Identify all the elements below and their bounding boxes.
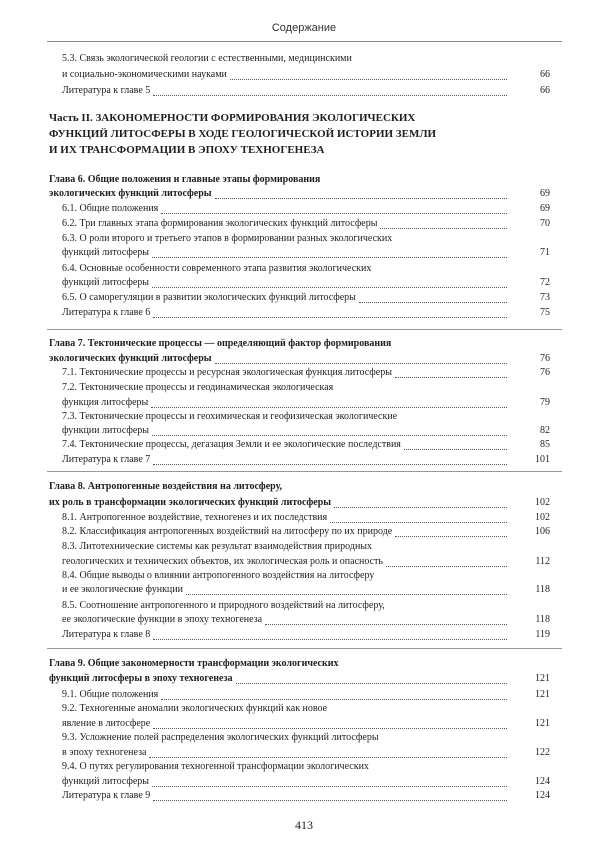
- toc-entry: [0, 352, 608, 366]
- section-title: 7.1. Тектонические процессы и ресурсная экологическая функция литосферы: [62, 367, 392, 378]
- chapter-title: экологических функций литосферы: [49, 353, 212, 364]
- toc-page-number: 66: [540, 85, 550, 96]
- toc-page-number: 85: [540, 439, 550, 450]
- section-title: 6.3. О роли второго и третьего этапов в формировании разных экологических: [62, 233, 393, 244]
- dot-leader: [152, 435, 507, 436]
- toc-page-number: 106: [535, 526, 550, 537]
- toc-page-number: 79: [540, 397, 550, 408]
- section-title: ее экологические функции в эпоху техногенеза: [62, 614, 263, 625]
- chapter-title: Глава 7. Тектонические процессы — определяющий фактор формирования: [49, 338, 392, 349]
- section-title: Литература к главе 6: [62, 307, 151, 318]
- toc-entry: [0, 68, 608, 82]
- section-title: 8.1. Антропогенное воздействие, техногенез и их последствия: [62, 512, 328, 523]
- section-title: 9.1. Общие положения: [62, 689, 159, 700]
- dot-leader: [153, 317, 507, 318]
- toc-page-number: 124: [535, 776, 550, 787]
- toc-entry: [0, 110, 608, 126]
- dot-leader: [386, 566, 507, 567]
- dot-leader: [152, 287, 507, 288]
- toc-entry: [0, 555, 608, 569]
- toc-entry: [0, 702, 608, 716]
- toc-page-number: 121: [535, 673, 550, 684]
- toc-page-number: 69: [540, 188, 550, 199]
- toc-entry: [0, 276, 608, 290]
- chapter-separator: [47, 329, 562, 330]
- toc-entry: [0, 525, 608, 539]
- toc-entry: [0, 496, 608, 510]
- chapter-title: функций литосферы в эпоху техногенеза: [49, 673, 233, 684]
- chapter-title: Глава 9. Общие закономерности трансформации экологических: [49, 658, 339, 669]
- toc-entry: [0, 410, 608, 424]
- toc-page-number: 76: [540, 353, 550, 364]
- toc-page-number: 118: [535, 614, 550, 625]
- page-number: 413: [295, 818, 313, 832]
- section-title: 7.4. Тектонические процессы, дегазация Земли и ее экологические последствия: [62, 439, 401, 450]
- toc-entry: [0, 126, 608, 142]
- chapter-separator: [47, 648, 562, 649]
- section-title: 9.4. О путях регулирования техногенной трансформации экологических: [62, 761, 369, 772]
- dot-leader: [153, 639, 507, 640]
- toc-page-number: 121: [535, 689, 550, 700]
- toc-page-number: 71: [540, 247, 550, 258]
- dot-leader: [359, 302, 507, 303]
- dot-leader: [215, 198, 507, 199]
- toc-entry: [0, 789, 608, 803]
- dot-leader: [149, 757, 507, 758]
- dot-leader: [153, 800, 507, 801]
- dot-leader: [236, 683, 507, 684]
- chapter-title: Глава 8. Антропогенные воздействия на литосферу,: [49, 481, 283, 492]
- toc-entry: [0, 717, 608, 731]
- header-rule: [47, 41, 562, 42]
- toc-entry: [0, 438, 608, 452]
- part-title: Часть II. ЗАКОНОМЕРНОСТИ ФОРМИРОВАНИЯ ЭКОЛОГИЧЕСКИХ: [49, 112, 416, 124]
- toc-entry: [0, 453, 608, 467]
- section-title: 6.5. О саморегуляции в развитии экологических функций литосферы: [62, 292, 356, 303]
- part-title: ФУНКЦИЙ ЛИТОСФЕРЫ В ХОДЕ ГЕОЛОГИЧЕСКОЙ ИСТОРИИ ЗЕМЛИ: [49, 128, 437, 140]
- section-title: и ее экологические функции: [62, 584, 183, 595]
- section-title: 7.3. Тектонические процессы и геохимическая и геофизическая экологические: [62, 411, 398, 422]
- dot-leader: [334, 507, 507, 508]
- toc-entry: [0, 583, 608, 597]
- toc-entry: [0, 760, 608, 774]
- toc-entry: [0, 480, 608, 494]
- dot-leader: [151, 407, 507, 408]
- dot-leader: [153, 95, 507, 96]
- toc-entry: [0, 424, 608, 438]
- toc-page-number: 76: [540, 367, 550, 378]
- toc-entry: [0, 599, 608, 613]
- dot-leader: [330, 522, 507, 523]
- section-title: явление в литосфере: [62, 718, 151, 729]
- section-title: Литература к главе 7: [62, 454, 151, 465]
- dot-leader: [152, 786, 507, 787]
- section-title: геологических и технических объектов, их экологическая роль и опасность: [62, 556, 383, 567]
- dot-leader: [395, 377, 507, 378]
- toc-entry: [0, 202, 608, 216]
- toc-entry: [0, 672, 608, 686]
- section-title: функций литосферы: [62, 277, 150, 288]
- toc-page-number: 82: [540, 425, 550, 436]
- toc-entry: [0, 381, 608, 395]
- chapter-title: Глава 6. Общие положения и главные этапы формирования: [49, 174, 321, 185]
- toc-entry: [0, 628, 608, 642]
- section-title: 8.3. Литотехнические системы как результат взаимодействия природных: [62, 541, 373, 552]
- section-title: в эпоху техногенеза: [62, 747, 147, 758]
- part-title: И ИХ ТРАНСФОРМАЦИИ В ЭПОХУ ТЕХНОГЕНЕЗА: [49, 144, 325, 156]
- dot-leader: [152, 257, 507, 258]
- toc-entry: [0, 84, 608, 98]
- toc-page-number: 102: [535, 512, 550, 523]
- dot-leader: [380, 228, 507, 229]
- section-title: 9.2. Техногенные аномалии экологических функций как новое: [62, 703, 328, 714]
- dot-leader: [186, 594, 507, 595]
- section-title: 5.3. Связь экологической геологии с естественными, медицинскими: [62, 53, 352, 64]
- section-title: Литература к главе 5: [62, 85, 151, 96]
- section-title: функций литосферы: [62, 247, 150, 258]
- section-title: функции литосферы: [62, 425, 150, 436]
- toc-page-number: 124: [535, 790, 550, 801]
- dot-leader: [161, 699, 507, 700]
- toc-entry: [0, 396, 608, 410]
- running-header: Содержание: [271, 22, 337, 34]
- toc-page-number: 121: [535, 718, 550, 729]
- toc-entry: [0, 262, 608, 276]
- toc-entry: [0, 366, 608, 380]
- toc-page-number: 75: [540, 307, 550, 318]
- dot-leader: [265, 624, 507, 625]
- toc-entry: [0, 657, 608, 671]
- toc-entry: [0, 337, 608, 351]
- dot-leader: [153, 464, 507, 465]
- section-title: Литература к главе 9: [62, 790, 151, 801]
- section-title: функция литосферы: [62, 397, 149, 408]
- section-title: 6.2. Три главных этапа формирования экологических функций литосферы: [62, 218, 378, 229]
- chapter-title: экологических функций литосферы: [49, 188, 212, 199]
- toc-page-number: 66: [540, 69, 550, 80]
- chapter-title: их роль в трансформации экологических функций литосферы: [49, 497, 332, 508]
- chapter-separator: [47, 471, 562, 472]
- toc-page-number: 70: [540, 218, 550, 229]
- dot-leader: [404, 449, 507, 450]
- toc-entry: [0, 688, 608, 702]
- toc-entry: [0, 613, 608, 627]
- toc-page-number: 122: [535, 747, 550, 758]
- toc-entry: [0, 569, 608, 583]
- dot-leader: [230, 79, 507, 80]
- toc-entry: [0, 775, 608, 789]
- toc-entry: [0, 173, 608, 187]
- toc-page-number: 118: [535, 584, 550, 595]
- toc-entry: [0, 142, 608, 158]
- toc-entry: [0, 217, 608, 231]
- toc-entry: [0, 731, 608, 745]
- dot-leader: [395, 536, 507, 537]
- toc-entry: [0, 291, 608, 305]
- toc-page-number: 112: [535, 556, 550, 567]
- section-title: 6.1. Общие положения: [62, 203, 159, 214]
- dot-leader: [161, 213, 507, 214]
- toc-entry: [0, 187, 608, 201]
- toc-entry: [0, 306, 608, 320]
- toc-entry: [0, 511, 608, 525]
- section-title: 8.5. Соотношение антропогенного и природного воздействий на литосферу,: [62, 600, 385, 611]
- section-title: 8.2. Классификация антропогенных воздействий на литосферу по их природе: [62, 526, 393, 537]
- toc-page-number: 102: [535, 497, 550, 508]
- toc-page-number: 119: [535, 629, 550, 640]
- toc-entry: [0, 52, 608, 66]
- toc-page-number: 72: [540, 277, 550, 288]
- toc-page-number: 101: [535, 454, 550, 465]
- section-title: функций литосферы: [62, 776, 150, 787]
- section-title: 6.4. Основные особенности современного этапа развития экологических: [62, 263, 372, 274]
- toc-entry: [0, 232, 608, 246]
- toc-entry: [0, 540, 608, 554]
- toc-entry: [0, 746, 608, 760]
- dot-leader: [215, 363, 507, 364]
- toc-page-number: 73: [540, 292, 550, 303]
- toc-page-number: 69: [540, 203, 550, 214]
- section-title: 8.4. Общие выводы о влиянии антропогенного воздействия на литосферу: [62, 570, 375, 581]
- dot-leader: [153, 728, 507, 729]
- section-title: 7.2. Тектонические процессы и геодинамическая экологическая: [62, 382, 334, 393]
- section-title: Литература к главе 8: [62, 629, 151, 640]
- section-title: и социально-экономическими науками: [62, 69, 227, 80]
- section-title: 9.3. Усложнение полей распределения экологических функций литосферы: [62, 732, 379, 743]
- toc-entry: [0, 246, 608, 260]
